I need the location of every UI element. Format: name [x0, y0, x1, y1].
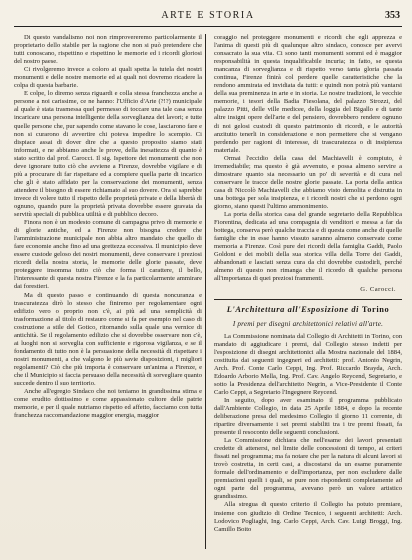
section-paragraph-2: In seguito, dopo aver esaminato il programma pubblicato dall'Ambiente Collegio, in data 25 Aprile 1884, e dopo la recente deliberazione presa del medesimo Collegio il giorno 11 corrente, di ripartire diversamente i sei premi stabiliti tra i tre premi fissati, fa presente il resoconto delle seguenti conclusioni.	[214, 396, 402, 437]
running-head-title: ARTE E STORIA	[161, 10, 255, 21]
section-title	[214, 305, 402, 315]
section-title-prefix: L'Architettura all'Esposizione di	[226, 304, 360, 314]
left-paragraph-4: Finora non è un modesto comune di campagna privo di memorie e di glorie antiche, ed a Firenze non bisogna credere che l'amministrazione municipale non abbia altro mandato che quello di fare economie anche fino ad una grettezza eccessiva. Il municipio deve essere custode geloso dei nostri monumenti, deve conservare i preziosi ricordi della nostra storia, le memorie delle glorie passate, deve proteggere insomma tutto ciò che forma il carattere, il bello, l'interessante di questa nostra Firenze e la fa particolarmente ammirare dai forestieri.	[14, 219, 202, 291]
right-column	[214, 34, 402, 552]
right-paragraph-2: Ormai l'eccidio della casa del Machiavelli è compiuto, è irremediabile; ma questo è già avvenuto, e possa almeno servire a dimostrare quanto sia necessario un po' di severità e di cura nel conservare le tracce delle nostre glorie passate. La porta della antica casa di Niccolò Machiavelli che abbiamo visto demolita e distrutta in una bottega per sola insipienza, e i ricordi nostri che si perdono ogni giorno, siano questi l'ultimo ammonimento.	[214, 154, 402, 210]
section-title-city: Torino	[361, 304, 390, 314]
running-head	[14, 9, 402, 27]
right-paragraph-1: coraggio nel proteggere monumenti e ricordi che egli apprezza e l'anima di questi più di qualunque altro sindaco, conosce per avervi consacrato la sua vita. Ci sono tanti monumenti sommi ed è maggior responsabilità in questa inqualificabile incuria; in fatto, se questa mancanza di sorveglianza e di rispetto verso tanta gloria passata continua, Firenze finirà col perdere quelle caratteristiche che la rendono ammirata ed invidiata da tutti: e quindi non potrà più vantarsi della sua preminenza in arte e in storia. Le nostre tradizioni, le vecchie memorie, i tesori della Badia Fiesolana, del palazzo Strozzi, del palazzo Pitti, delle ville medicee, della loggia del Bigallo e di tante altre insigni opere dell'arte e del pensiero, dovrebbero rendere ognuno di noi gelosi custodi di questo patrimonio di ricordi, e le autorità anzitutto tenerli in considerazione e non permettere che si vengano perdendo per ragioni di interesse, di trascuratezza o di insipienza materiale.	[214, 34, 402, 154]
left-paragraph-2: Ci rivolgeremo invece a coloro ai quali spetta la tutela dei nostri monumenti e delle nostre memorie ed ai quali noi dovremo ricadere la colpa di questa barbarie.	[14, 66, 202, 90]
page-number: 353	[385, 10, 400, 21]
left-paragraph-6: Anche all'egregio Sindaco che noi teniamo in grandissima stima e come erudito dottissimo e come appassionato cultore delle patrie memorie, e per il quale nutriamo rispetto ed affetto, facciamo con tutta franchezza raccomandazione maggior energia, maggior	[14, 388, 202, 420]
column-divider	[205, 34, 206, 549]
left-column	[14, 34, 202, 552]
right-paragraph-3: La porta della storica casa del grande segretario della Repubblica Fiorentina, dedicata ad una compagnia di venditori e messa a far da bottega, conserva però qualche traccia e di questa come anche di quelle famiglie che in esse hanno vissuto saranno almeno conservate come memoria a Firenze. Così pure dei ricordi della famiglia Gaddi, Paolo Goldoni e dei mobili della sua storica villa della Torre dei Gaddi, abbandonati e lasciati senza cura da chi dovrebbe custodirli, perché almeno di questo non rimanga che il ricordo di qualche persona all'importanza di quei preziosi frammenti.	[214, 211, 402, 283]
section-paragraph-4: Alla stregua di questo criterio il Collegio ha potuto premiare, insieme con giudizio di Ordine Tecnico, i seguenti architetti: Arch. Lodovico Pogliaghi, Ing. Carlo Ceppi, Arch. Cav. Luigi Broggi, Ing. Camillo Boito	[214, 501, 402, 533]
section-paragraph-1: La Commissione nominata dal Collegio di Architetti in Torino, con mandato di aggiudicare i premi, dal Collegio stesso indetti per l'esposizione di disegni architettonici alla Mostra nazionale del 1884, costituita dai seguenti ingegneri ed architetti: prof. Antonio Negrin, Arch. Prof. Conte Carlo Ceppi, Ing. Prof. Riccardo Brayda, Arch. Edoardo Arborio Mella, Ing. Prof. Cav. Angelo Reycend, Segretario, e sotto la Presidenza dell'architetto Negrin, a Vice-Presidente il Conte Carlo Ceppi, a Segretario l'Ingegnere Reycend.	[214, 332, 402, 396]
article-signature: G. Carocci.	[360, 286, 396, 294]
left-paragraph-1: Di questo vandalismo noi non rimprovereremo particolarmente il proprietario dello stabile per la ragione che non si può pretendere che tutti conoscano, rispettino e rispettino le memorie ed i ricordi gloriosi del nostro paese.	[14, 34, 202, 66]
section-paragraph-3: La Commissione dichiara che nell'esame dei lavori presentati credette di attenersi, nel limite delle concessioni di tempo, ai criteri fissati nel programma; ma fa notare che per la natura di alcuni lavori si trovò costretta, in certi casi, a discostarsi da un esame puramente formale dell'ordinamento e dell'importanza, per non escludere dalle premiazioni quelli i quali, se pure non rispondenti completamente ad ogni parte del programma, avevano però un valore artistico grandissimo.	[214, 437, 402, 501]
left-paragraph-3: E colpe, lo diremo senza riguardi e colla stessa franchezza anche a persone a noi carissime, ce ne hanno: l'Ufficio d'Arte (?!?) municipale al quale è stata trasmessa quel permesso di toccare una tale casa senza incaricare una persona intelligente della sorveglianza dei lavori; e tutte quelle persone che, pur sapendo come stavano le cose, lasciarono fare e non si curarono di avvertire chi poteva impedire lo scempio. Ci dispiace assai di dover dire che a questo proposito siamo stati informati, e ne abbiamo anche le prove, della inesattezza di quanto è stato scritto dal prof. Carocci. Il sig. Ispettore dei monumenti che non deve ignorare tutto ciò che avviene a Firenze, dovrebbe vigilare e di più a procurare di far rispettare ed a compiere quella parte di incarico che gli è stato affidato per la conservazione dei monumenti, senza attendere il bisogno di essere richiamato al suo dovere. Ora si saprebbe invece di volere tutto il rispetto delle proprietà private e della libertà di ognuno, quando pure la proprietà privata dovrebbe essere gravata da servitù speciali di pubblica utilità e di pubblico decoro.	[14, 90, 202, 219]
section-subtitle: I premi per disegni architettonici relativi all'arte.	[232, 319, 384, 328]
section-divider	[214, 299, 402, 300]
left-paragraph-5: Ma di questo passo e continuando di questa noncuranza e trascuratezza dirò lo stesso che finiremo per regolamentare ogni edifizio vero o proprio non c'è, ai più ad una semplicità di trasformazione al titolo di restauro come si fa per esempio nel caso di costruzione a stile del Gotico, ritornando sulla quale una vernice di antichità. Se il regolamento edilizio che si dovrebbe osservare non c'è, ai luoghi non si sorveglia con sufficiente e rigorosa vigilanza, e se il fondamento di tutto non è la persuasione della necessità di rispettare i nostri monumenti, a che valgono le più savie disposizioni, i migliori regolamenti? Ciò che più importa è conservare un'anima a Firenze, e che il Municipio si faccia persuaso della necessità di sorvegliare quanto succede dentro il suo territorio.	[14, 291, 202, 388]
